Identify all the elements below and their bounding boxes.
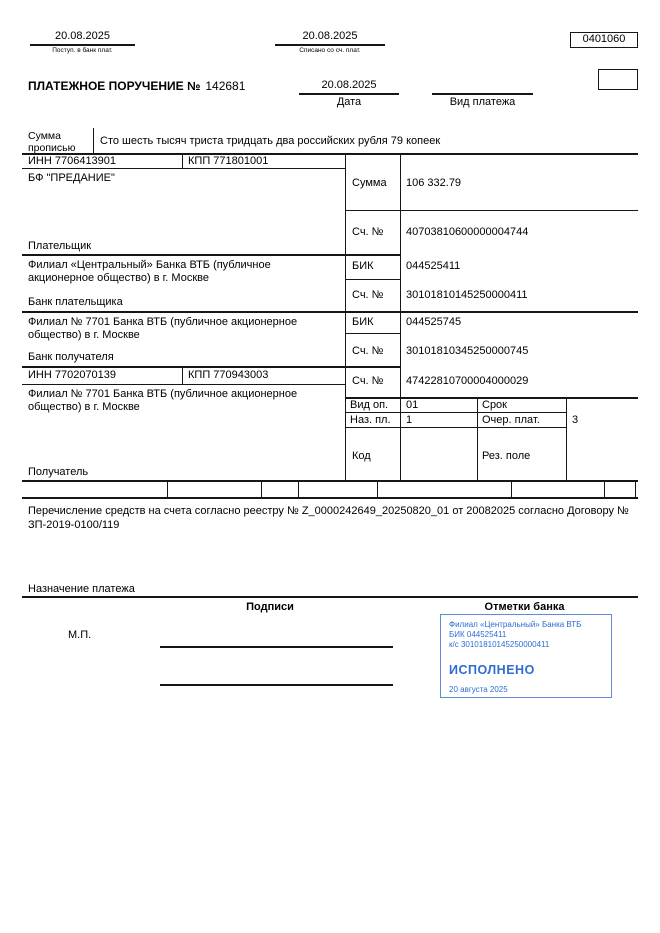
stamp-place-label: М.П. [68, 629, 92, 641]
beneficiary-bank-account: 30101810345250000745 [406, 345, 529, 357]
table-line [22, 168, 345, 169]
stamp-bank-name: Филиал «Центральный» Банка ВТБ [449, 620, 582, 629]
document-number: 142681 [205, 79, 246, 93]
table-line [22, 480, 638, 482]
payer-kpp: КПП 771801001 [188, 155, 269, 167]
stamp-date: 20 августа 2025 [449, 685, 508, 694]
payer-label: Плательщик [28, 240, 92, 252]
form-code-box [570, 32, 638, 48]
beneficiary-bank-account-label: Сч. № [352, 345, 384, 357]
bank-stamp [440, 614, 612, 698]
debited-label: Списано со сч. плат. [299, 47, 361, 54]
beneficiary-bank-name: Филиал № 7701 Банка ВТБ (публичное акционерное общество) в г. Москве [28, 316, 298, 341]
beneficiary-kpp: КПП 770943003 [188, 369, 269, 381]
payer-bank-label: Банк плательщика [28, 296, 123, 308]
priority-value: 3 [572, 414, 579, 426]
signature-line [160, 646, 393, 648]
beneficiary-name: Филиал № 7701 Банка ВТБ (публичное акционерное общество) в г. Москве [28, 388, 298, 413]
divider-line [22, 596, 638, 598]
beneficiary-bank-bik: 044525745 [406, 316, 462, 328]
payment-kind-box [598, 69, 638, 90]
table-line [167, 480, 168, 498]
table-line [604, 480, 605, 498]
amount-label: Сумма [352, 177, 387, 189]
received-in-bank-label: Поступ. в банк плат. [52, 47, 113, 54]
payer-account-label: Сч. № [352, 226, 384, 238]
table-line [477, 397, 478, 482]
stamp-bik: БИК 044525411 [449, 630, 507, 639]
debited-date: 20.08.2025 [302, 30, 358, 42]
table-line [298, 480, 299, 498]
priority-label: Очер. плат. [482, 414, 540, 426]
table-line [182, 366, 183, 385]
payment-kind-label: Вид платежа [449, 96, 516, 108]
table-line [566, 397, 567, 482]
signature-line [160, 684, 393, 686]
beneficiary-bank-label: Банк получателя [28, 351, 114, 363]
table-line [511, 480, 512, 498]
beneficiary-label: Получатель [28, 466, 89, 478]
table-line [345, 412, 567, 413]
table-line [22, 384, 345, 385]
table-line [182, 153, 183, 169]
beneficiary-bank-bik-label: БИК [352, 316, 374, 328]
beneficiary-account: 47422810700004000029 [406, 375, 529, 387]
document-title [28, 79, 245, 93]
divider-line [275, 44, 385, 46]
payment-purpose-label: Назначение платежа [28, 583, 135, 595]
table-line [345, 279, 401, 280]
form-code: 0401060 [582, 33, 626, 45]
amount-in-words: Сто шесть тысяч триста тридцать два российских рубля 79 копеек [100, 135, 441, 147]
table-line [377, 480, 378, 498]
table-line [22, 311, 638, 313]
payer-bank-bik-label: БИК [352, 260, 374, 272]
table-line [345, 153, 346, 482]
table-line [345, 333, 401, 334]
reserve-field-label: Рез. поле [482, 450, 531, 462]
payer-name: БФ "ПРЕДАНИЕ" [28, 172, 115, 184]
divider-line [299, 93, 399, 95]
table-line [635, 480, 636, 498]
code-label: Код [352, 450, 371, 462]
table-line [345, 210, 638, 211]
stamp-corr-account: к/с 30101810145250000411 [449, 640, 550, 649]
stamp-status: ИСПОЛНЕНО [449, 663, 535, 677]
table-line [345, 427, 567, 428]
divider-line [432, 93, 533, 95]
signatures-label: Подписи [246, 601, 294, 613]
divider-line [30, 44, 135, 46]
payer-bank-account: 30101810145250000411 [406, 289, 528, 301]
divider-line [93, 128, 94, 154]
document-date-label: Дата [336, 96, 362, 108]
amount-value: 106 332.79 [406, 177, 462, 189]
payer-bank-name: Филиал «Центральный» Банка ВТБ (публичное акционерное общество) в г. Москве [28, 259, 271, 284]
payment-purpose-text: Перечисление средств на счета согласно реестру № Z_0000242649_20250820_01 от 20082025 согласно Договору № ЗП-2019-0100/119 [28, 505, 629, 531]
beneficiary-account-label: Сч. № [352, 375, 384, 387]
table-line [261, 480, 262, 498]
table-line [400, 153, 401, 482]
bank-marks-label: Отметки банка [484, 601, 565, 613]
term-label: Срок [482, 399, 507, 411]
payer-bank-bik: 044525411 [406, 260, 461, 272]
table-line [22, 497, 638, 499]
op-type-value: 01 [406, 399, 419, 411]
payer-inn: ИНН 7706413901 [28, 155, 117, 167]
op-type-label: Вид оп. [350, 399, 389, 411]
document-title-text: ПЛАТЕЖНОЕ ПОРУЧЕНИЕ № [28, 79, 201, 93]
beneficiary-inn: ИНН 7702070139 [28, 369, 117, 381]
payment-purpose-code-value: 1 [406, 414, 413, 426]
payer-account-value: 40703810600000004744 [406, 226, 529, 238]
document-date: 20.08.2025 [321, 79, 377, 91]
payer-bank-account-label: Сч. № [352, 289, 384, 301]
payment-purpose-code-label: Наз. пл. [350, 414, 391, 426]
received-in-bank-date: 20.08.2025 [54, 30, 111, 42]
amount-in-words-label: Сумма прописью [28, 130, 76, 154]
